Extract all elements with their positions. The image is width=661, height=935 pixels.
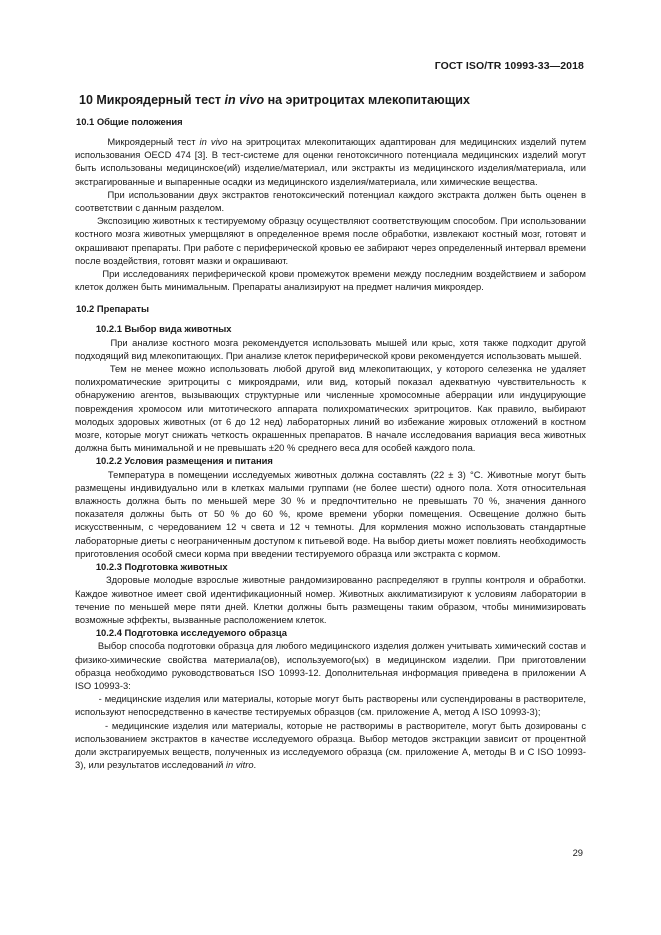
list-item-10-2-4-b-end: . — [253, 759, 257, 771]
section-heading-italic: in vivo — [224, 93, 265, 107]
list-item-10-2-4-b-italic: in vitro — [225, 759, 254, 771]
paragraph-10-1-4-text: При исследованиях периферической крови промежуток времени между последним воздействием и забором клеток должен быть минимальным. Препараты анализируют на предмет наличия микроядер. — [75, 268, 586, 293]
subsection-heading-10-1: 10.1 Общие положения — [76, 116, 183, 127]
paragraph-10-1-4 — [75, 267, 586, 293]
list-item-10-2-4-b-text: - медицинские изделия или материалы, которые не растворимы в растворителе, могут быть дозированы с использованием экстрактов в качестве исследуемого образца. Выбор методов экстракции зависит от процентной доли экстрагируемых веществ, полученных из исследуемого образца (см. приложение А, методы В и С ISO 10993-3), или результатов исследований — [75, 719, 587, 771]
page-number: 29 — [572, 847, 583, 858]
list-item-10-2-4-b — [75, 719, 586, 772]
paragraph-10-1-1-a: Микроядерный тест — [107, 136, 200, 147]
paragraph-10-1-1-b: на эритроцитах млекопитающих адаптирован для медицинских изделий путем использования OECD 474 [3]. В тест-системе для оценки генотоксичного потенциала медицинских изделий могут быть использованы медицинское(ий) изделие/материал, или экстракты из медицинского изделия/материала, или экстрагированные и выпаренные осадки из медицинского изделия/материала, или химические вещества. — [75, 136, 587, 187]
subsection-heading-10-2-3 — [75, 560, 586, 573]
list-item-10-2-4-a-text: - медицинские изделия или материалы, которые могут быть растворены или суспендированы в растворителе, используют непосредственно в качестве тестируемых образцов (см. приложение А, метод А ISO 10993-3); — [75, 693, 586, 718]
paragraph-10-2-1-2-text: Тем не менее можно использовать любой другой вид млекопитающих, у которого селезенка не удаляет полихроматические эритроциты с микроядрами, или вид, который показал адекватную чувствительность к обнаружению агентов, вызывающих структурные или численные хромосомные аберрации или индуцирующие повреждения хромосом или митотического аппарата полихроматических эритроцитов. Как правило, выбирают молодых здоровых животных (от 6 до 12 нед) лабораторных линий во избежание жировых отложений в костном мозге, которые могут снижать четкость окрашенных препаратов. В начале исследования вариация веса животных должна быть минимальной и не превышать ±20 % среднего веса для особей каждого пола. — [75, 363, 586, 454]
paragraph-10-1-1 — [75, 135, 586, 188]
paragraph-10-2-3-1 — [75, 573, 586, 626]
subsection-heading-10-2-4 — [75, 626, 586, 639]
subsection-heading-10-2-1 — [75, 322, 586, 335]
section-heading — [79, 88, 586, 112]
subsection-heading-10-2-2 — [75, 454, 586, 467]
subsection-heading-10-2: 10.2 Препараты — [76, 303, 149, 315]
subsection-heading-10-2-4-text: 10.2.4 Подготовка исследуемого образца — [95, 627, 288, 639]
paragraph-10-2-4-1 — [75, 639, 586, 692]
paragraph-10-2-1-2 — [75, 362, 586, 454]
subsection-heading-10-2-1-text: 10.2.1 Выбор вида животных — [95, 323, 232, 335]
paragraph-10-2-1-1-text: При анализе костного мозга рекомендуется использовать мышей или крыс, хотя также подходит другой подходящий вид млекопитающих. При анализе клеток периферической крови рекомендуется использовать мышей. — [75, 336, 586, 361]
subsection-heading-10-2-3-text: 10.2.3 Подготовка животных — [95, 561, 228, 573]
spacer — [75, 293, 586, 299]
paragraph-10-2-1-1 — [75, 336, 586, 362]
paragraph-10-2-2-1 — [75, 468, 586, 560]
document-header: ГОСТ ISO/TR 10993-33—2018 — [434, 60, 584, 72]
paragraph-10-2-3-1-text: Здоровые молодые взрослые животные рандомизированно распределяют в группы контроля и обработки. Каждое животное имеет свой идентификационный номер. Животных акклиматизируют к условиям лаборатории в течение по меньшей мере пяти дней. Клетки должны быть размещены таким образом, чтобы минимизировать возможные эффекты, вызванные расположением клеток. — [75, 574, 586, 625]
page-content — [75, 88, 586, 771]
paragraph-10-2-4-1-text: Выбор способа подготовки образца для любого медицинского изделия должен учитывать химический состав и физико-химические свойства материала(ов), используемого(ых) в медицинском изделии. При приготовлении образца необходимо руководствоваться ISO 10993-12. Дополнительная информация приведена в приложении А ISO 10993-3: — [75, 640, 586, 691]
paragraph-10-1-2 — [75, 188, 586, 214]
paragraph-10-1-2-text: При использовании двух экстрактов генотоксический потенциал каждого экстракта должен быть оценен в соответствии с данным разделом. — [75, 188, 586, 214]
paragraph-10-1-3 — [75, 214, 586, 267]
paragraph-10-2-2-1-text: Температура в помещении исследуемых животных должна составлять (22 ± 3) °С. Животные могут быть размещены индивидуально или в клетках малыми группами (не более шести) одного пола. Хотя относительная влажность должна быть по меньшей мере 30 % и предпочтительно не превышать 70 %, значения данного показателя должны быть от 50 % до 60 %, кроме времени уборки помещения. Освещение должно быть искусственным, с чередованием 12 ч света и 12 ч темноты. Для кормления можно использовать стандартные лабораторные диеты с неограниченным доступом к питьевой воде. На выбор диеты может повлиять необходимость приготовления особой смеси корма при введении тестируемого образца или экстракта с кормом. — [75, 468, 586, 559]
paragraph-10-1-3-text: Экспозицию животных к тестируемому образцу осуществляют соответствующим способом. При использовании костного мозга животных умерщвляют в определенное время после обработки, извлекают костный мозг, готовят и окрашивают препараты. При работе с периферической кровью ее забирают через определенный интервал времени после воздействия, готовят мазки и окрашивают. — [75, 215, 586, 266]
paragraph-10-1-1-italic: in vivo — [199, 136, 228, 147]
section-heading-text: 10 Микроядерный тест — [79, 93, 225, 107]
section-heading-text-end: на эритроцитах млекопитающих — [264, 93, 470, 107]
list-item-10-2-4-a — [75, 692, 586, 718]
subsection-heading-10-2-2-text: 10.2.2 Условия размещения и питания — [95, 455, 273, 467]
